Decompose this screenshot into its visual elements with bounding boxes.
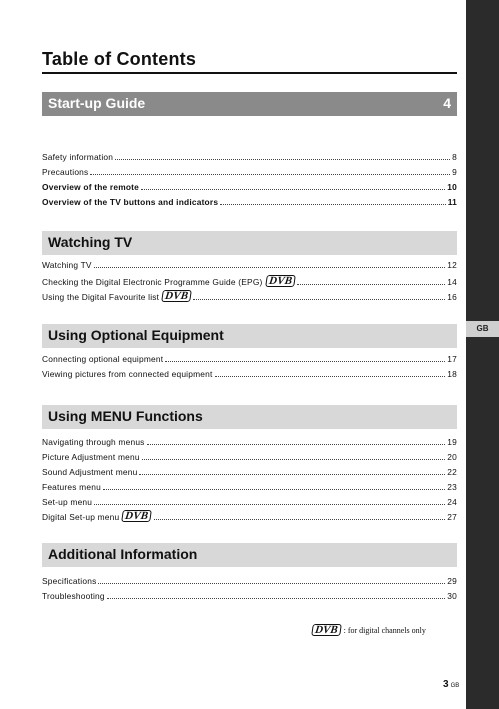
toc-entry[interactable]: Safety information 8 [42,152,457,162]
section-title: Start-up Guide [48,95,146,111]
footnote-text: : for digital channels only [343,625,426,635]
toc-entry[interactable]: Sound Adjustment menu 22 [42,467,457,477]
section-header-using-menu-functions[interactable] [42,405,457,429]
section-header-using-optional-equipment[interactable] [42,324,457,348]
toc-entry[interactable]: Checking the Digital Electronic Programme Guide (EPG) DVB 14 [42,275,457,287]
dvb-footnote [312,624,426,636]
toc-entry[interactable]: Picture Adjustment menu 20 [42,452,457,462]
toc-entry[interactable]: Troubleshooting 30 [42,591,457,601]
dvb-icon: DVB [161,290,192,302]
section-header-additional-information[interactable] [42,543,457,567]
section-title: Watching TV [48,234,133,250]
section-title: Additional Information [48,546,198,562]
dvb-icon: DVB [311,624,341,636]
toc-entry[interactable]: Set-up menu 24 [42,497,457,507]
toc-entry[interactable]: Overview of the remote 10 [42,182,457,192]
section-header-start-up-guide[interactable] [42,92,457,116]
toc-entry[interactable]: Watching TV 12 [42,260,457,270]
page-title: Table of Contents [42,49,197,69]
toc-entry[interactable]: Using the Digital Favourite list DVB 16 [42,290,457,302]
toc-entry[interactable]: Specifications 29 [42,576,457,586]
side-bar [466,0,499,709]
toc-entry[interactable]: Navigating through menus 19 [42,437,457,447]
toc-entry[interactable]: Precautions 9 [42,167,457,177]
language-tab: GB [466,321,499,337]
toc-entry[interactable]: Features menu 23 [42,482,457,492]
toc-entry[interactable]: Overview of the TV buttons and indicators 11 [42,197,457,207]
section-header-watching-tv[interactable] [42,231,457,255]
toc-entry[interactable]: Digital Set-up menu DVB 27 [42,510,457,522]
toc-entry[interactable]: Connecting optional equipment 17 [42,354,457,364]
toc-entry[interactable]: Viewing pictures from connected equipment 18 [42,369,457,379]
dvb-icon: DVB [122,510,153,522]
section-page: 4 [443,95,451,111]
dvb-icon: DVB [265,275,296,287]
section-title: Using MENU Functions [48,408,203,424]
section-title: Using Optional Equipment [48,327,224,343]
title-rule [42,72,457,74]
page-number: 3 GB [443,679,460,690]
